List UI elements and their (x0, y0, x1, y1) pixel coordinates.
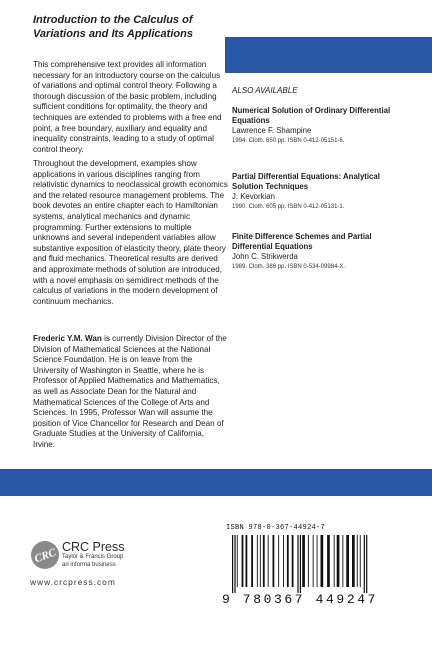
barcode-bar (302, 535, 305, 587)
author-bio-paragraph (33, 334, 228, 451)
barcode-block (222, 524, 402, 624)
barcode-bar (268, 535, 269, 587)
book-entry-details: 1989. Cloth. 386 pp. ISBN 0-534-09984-X. (232, 263, 346, 270)
author-bio-text: is currently Division Director of the Division of Mathematical Sciences at the National Science Foundation. He is on leave from the University of Washington in Seattle, where he is Professor of Applied Mathematics and Mathematics, as well as Associate Dean for the Natural and Mathematical Sciences of the College of Arts and Sciences. In 1995, Professor Wan will assume the position of Vice Chancellor for Research and Dean of Graduate Studies at the University of California, Irvine. (33, 334, 227, 449)
barcode-bar (292, 535, 294, 587)
also-available-book (232, 172, 412, 212)
book-entry-author: J. Kevorkian (232, 192, 275, 202)
accent-bar-bottom (0, 469, 432, 496)
barcode-bar (321, 535, 324, 587)
accent-bar-top (225, 37, 432, 73)
barcode-number: 9 780367 449247 (222, 592, 379, 607)
also-available-book (232, 106, 412, 146)
publisher-url: www.crcpress.com (30, 577, 116, 587)
author-name: Frederic Y.M. Wan (33, 334, 102, 343)
barcode-bar (232, 535, 233, 593)
barcode-bar (366, 535, 367, 593)
barcode-bar (364, 535, 365, 593)
barcode-bar (334, 535, 335, 587)
barcode-bar (342, 535, 343, 587)
barcode-bar (313, 535, 314, 587)
publisher-block (62, 541, 125, 569)
barcode-bar (263, 535, 265, 587)
book-entry-details: 1990. Cloth. 605 pp. ISBN 0-412-05131-1. (232, 203, 345, 210)
book-entry-title: Finite Difference Schemes and Partial Differential Equations (232, 232, 372, 252)
barcode-bar (234, 535, 235, 593)
book-entry-author: Lawrence F. Shampine (232, 126, 312, 136)
also-available-book (232, 232, 412, 272)
book-entry-title: Partial Differential Equations: Analytical Solution Techniques (232, 172, 380, 192)
publisher-name: CRC Press (62, 540, 125, 554)
barcode-bar (287, 535, 289, 587)
book-entry-author: John C. Strikwerda (232, 252, 298, 262)
description-paragraph-intro: This comprehensive text provides all information necessary for an introductory course on the calculus of variations and optimal control theory. Following a thorough discussion of the basic problem, including sufficient conditions for optimality, the theory and techniques are extended to problems with a free end point, a free boundary, auxiliary and equality and inequality constraints, leading to a study of optimal control theory. (33, 60, 222, 154)
barcode-bar (346, 535, 349, 587)
barcode-bar (352, 535, 355, 587)
isbn-label: ISBN 978-0-367-44924-7 (226, 524, 326, 532)
barcode-icon (222, 535, 394, 593)
barcode-bar (237, 535, 238, 587)
barcode-bar (297, 535, 298, 593)
publisher-tagline: an informa business (62, 561, 116, 568)
also-available-heading: ALSO AVAILABLE (232, 86, 298, 95)
book-entry-title: Numerical Solution of Ordinary Differential Equations (232, 106, 391, 126)
barcode-bar (260, 535, 261, 587)
barcode-bar (257, 535, 258, 587)
barcode-bar (278, 535, 279, 587)
barcode-bar (300, 535, 301, 593)
barcode-bar (246, 535, 248, 587)
book-entry-details: 1994. Cloth. 650 pp. ISBN 0-412-05151-6. (232, 137, 345, 144)
publisher-group: Taylor & Francis Group (62, 554, 124, 560)
barcode-bar (283, 535, 284, 587)
book-title: Introduction to the Calculus of Variations and Its Applications (33, 14, 193, 40)
crc-logo-icon (30, 540, 60, 570)
description-paragraph-development: Throughout the development, examples show applications in various disciplines ranging from relativistic dynamics to neoclassical growth economics and the related resource management problems. The book devotes an entire chapter each to Hamiltonian systems, analytical mechanics and dynamic programming. Further extensions to multiple unknowns and several independent variables allow substantive exposition of elasticity theory, plate theory and fluid mechanics. Theoretical results are derived and approximate methods of solution are introduced, with a novel emphasis on semidirect methods of the calculus of variations in the modern development of continuum mechanics. (33, 159, 228, 306)
barcode-bar (360, 535, 361, 587)
barcode-bar (273, 535, 275, 587)
crc-logo-letters: CRC (32, 546, 58, 566)
barcode-bar (357, 535, 358, 587)
barcode-bar (337, 535, 340, 587)
barcode-bar (251, 535, 253, 587)
barcode-bar (327, 535, 330, 587)
barcode-bar (308, 535, 309, 587)
barcode-bar (242, 535, 244, 587)
barcode-bar (317, 535, 318, 587)
